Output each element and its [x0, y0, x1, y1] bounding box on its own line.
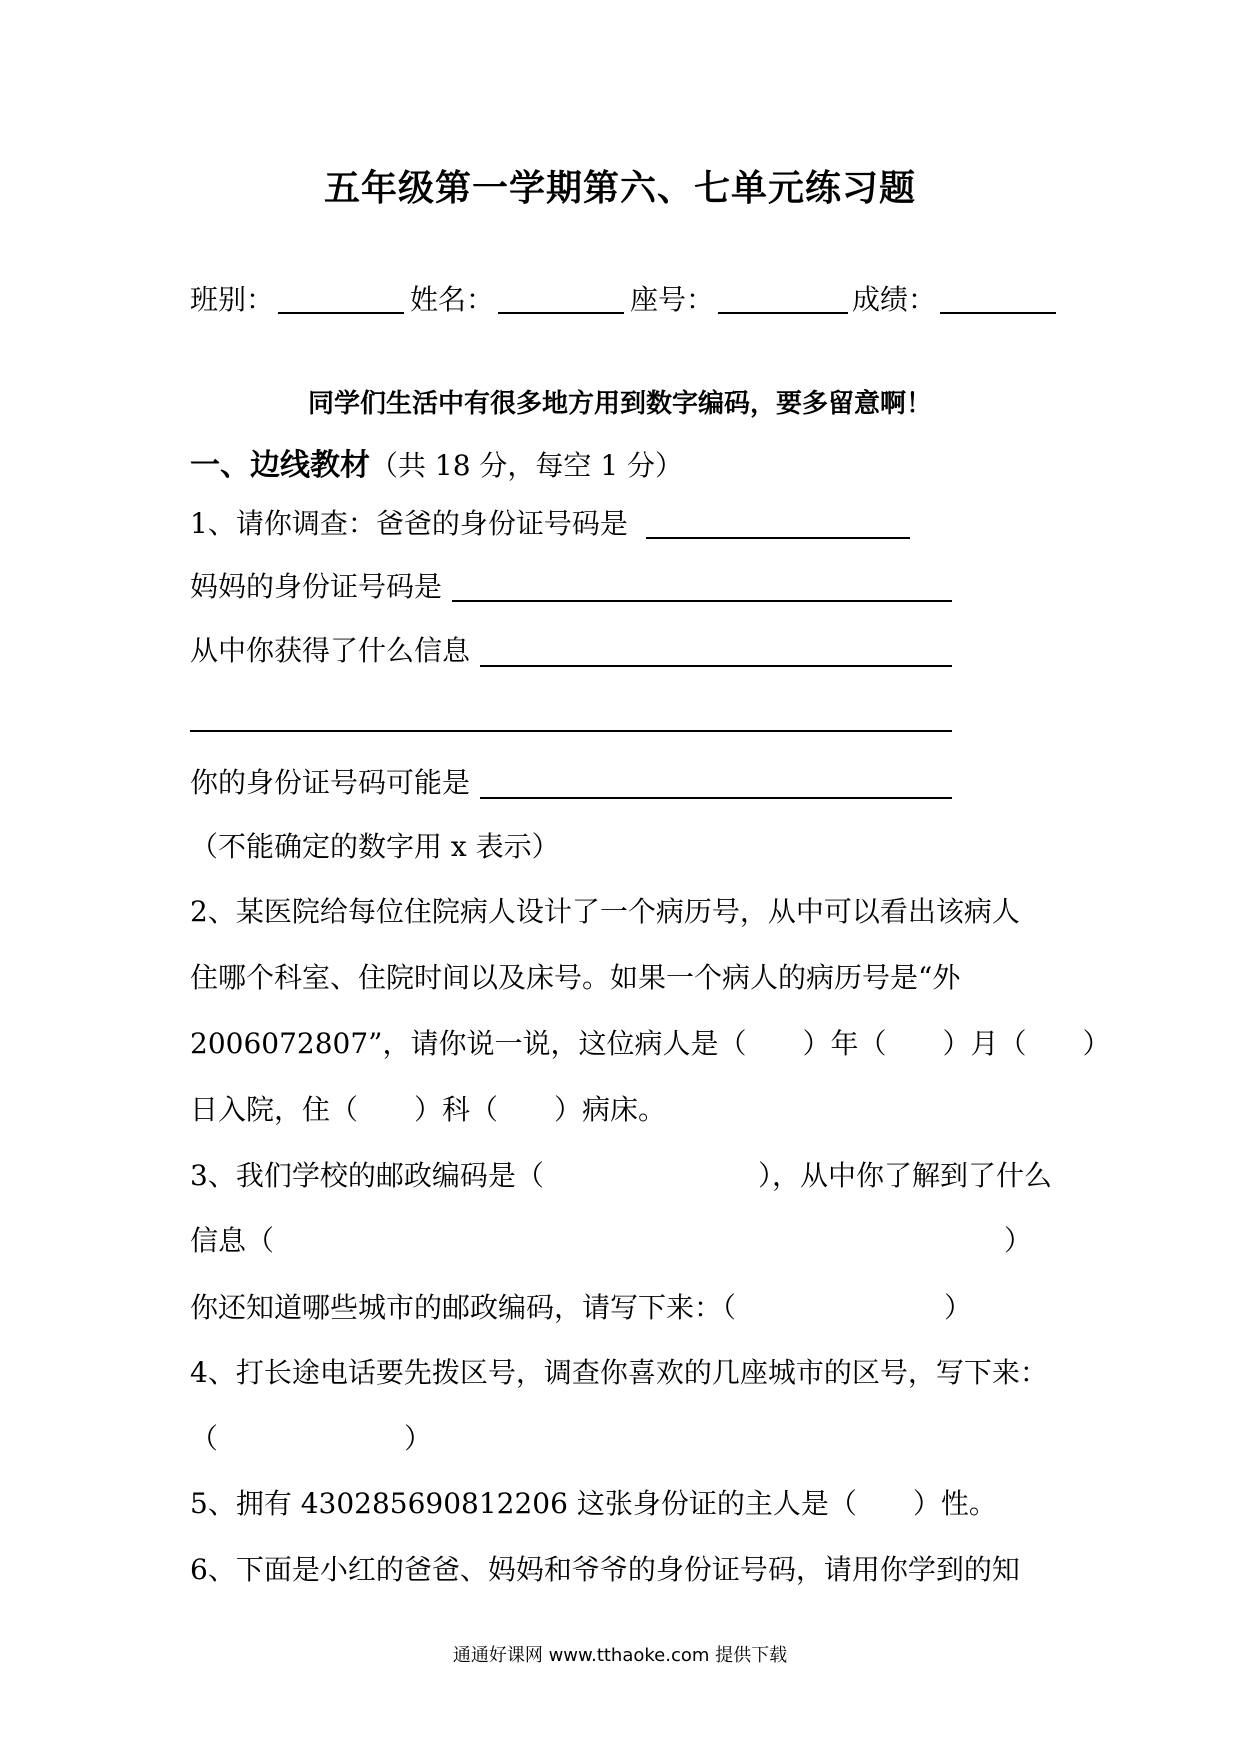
- seat-blank[interactable]: [718, 312, 848, 314]
- q6-line1: 6、下面是小红的爸爸、妈妈和爷爷的身份证号码，请用你学到的知: [190, 1553, 1020, 1586]
- q2-line4: 日入院，住（ ）科（ ）病床。: [190, 1093, 667, 1126]
- score-label: 成绩：: [852, 283, 937, 316]
- q1-father-id-blank[interactable]: [646, 537, 910, 539]
- score-blank[interactable]: [940, 312, 1056, 314]
- q1-line2: 妈妈的身份证号码是: [190, 570, 443, 603]
- footer: 通通好课网 www.tthaoke.com 提供下载: [452, 1645, 788, 1666]
- page-title: 五年级第一学期第六、七单元练习题: [323, 168, 916, 209]
- q3-line2a: 信息（: [190, 1224, 275, 1257]
- name-label: 姓名：: [410, 283, 495, 316]
- q1-own-id-blank[interactable]: [480, 797, 952, 799]
- q1-line4: 你的身份证号码可能是: [190, 766, 471, 799]
- q3-line3a: 你还知道哪些城市的邮政编码，请写下来：（: [190, 1291, 737, 1324]
- subtitle: 同学们生活中有很多地方用到数字编码，要多留意啊！: [307, 389, 932, 419]
- q1-mother-id-blank[interactable]: [452, 600, 952, 602]
- q2-line3: 2006072807”，请你说一说，这位病人是（ ）年（ ）月（ ）: [190, 1027, 1111, 1060]
- q1-line1: 1、请你调查：爸爸的身份证号码是: [190, 507, 628, 540]
- q2-line1: 2、某医院给每位住院病人设计了一个病历号，从中可以看出该病人: [190, 895, 1020, 928]
- q5-line1: 5、拥有 430285690812206 这张身份证的主人是（ ）性。: [190, 1487, 997, 1520]
- seat-label: 座号：: [630, 283, 715, 316]
- q3-line1b: ），从中你了解到了什么: [758, 1159, 1053, 1192]
- name-blank[interactable]: [498, 312, 624, 314]
- q4-line2b: ）: [404, 1422, 433, 1455]
- q1-line5: （不能确定的数字用 x 表示）: [190, 830, 560, 863]
- q3-line2b: ）: [1004, 1224, 1033, 1257]
- class-label: 班别：: [190, 283, 275, 316]
- section-1-title: 一、边线教材: [190, 448, 370, 483]
- q3-line3b: ）: [944, 1291, 973, 1324]
- q1-info-blank-2[interactable]: [190, 730, 952, 732]
- section-1-note: （共 18 分，每空 1 分）: [370, 449, 684, 482]
- q4-line2a: （: [190, 1422, 219, 1455]
- q1-info-blank[interactable]: [480, 665, 952, 667]
- section-1-heading: [190, 440, 683, 484]
- q3-line1a: 3、我们学校的邮政编码是（: [190, 1159, 544, 1192]
- class-blank[interactable]: [278, 312, 404, 314]
- q1-line3: 从中你获得了什么信息: [190, 634, 471, 667]
- q4-line1: 4、打长途电话要先拨区号，调查你喜欢的几座城市的区号，写下来：: [190, 1356, 1048, 1389]
- q2-line2: 住哪个科室、住院时间以及床号。如果一个病人的病历号是“外: [190, 961, 961, 994]
